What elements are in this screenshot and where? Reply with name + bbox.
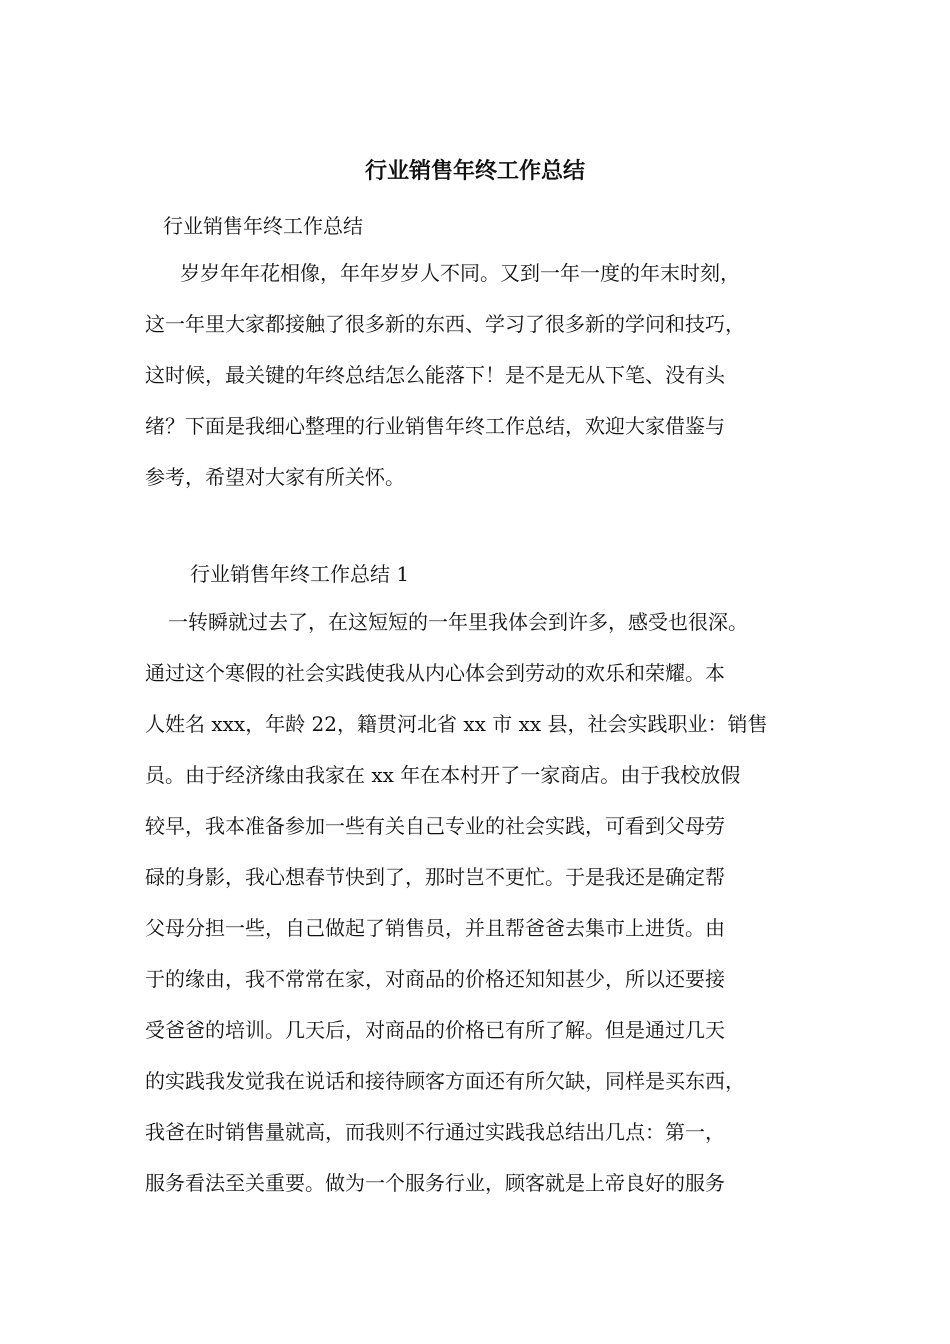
section-heading: 行业销售年终工作总结 1 <box>190 562 410 586</box>
body-line: 人姓名 xxx，年龄 22，籍贯河北省 xx 市 xx 县，社会实践职业：销售 <box>145 712 768 736</box>
intro-line: 这一年里大家都接触了很多新的东西、学习了很多新的学问和技巧， <box>145 312 745 336</box>
body-line: 的实践我发觉我在说话和接待顾客方面还有所欠缺，同样是买东西， <box>145 1069 745 1093</box>
document-subtitle: 行业销售年终工作总结 <box>163 214 363 238</box>
body-line: 员。由于经济缘由我家在 xx 年在本村开了一家商店。由于我校放假 <box>145 763 741 787</box>
document-title: 行业销售年终工作总结 <box>364 158 585 184</box>
body-line: 一转瞬就过去了，在这短短的一年里我体会到许多，感受也很深。 <box>168 610 748 634</box>
intro-line: 绪？下面是我细心整理的行业销售年终工作总结，欢迎大家借鉴与 <box>145 414 725 438</box>
body-line: 父母分担一些，自己做起了销售员，并且帮爸爸去集市上进货。由 <box>145 916 725 940</box>
body-line: 较早，我本准备参加一些有关自己专业的社会实践，可看到父母劳 <box>145 814 725 838</box>
body-line: 我爸在时销售量就高，而我则不行通过实践我总结出几点：第一， <box>145 1120 725 1144</box>
intro-line: 岁岁年年花相像，年年岁岁人不同。又到一年一度的年末时刻， <box>180 261 740 285</box>
intro-line: 这时候，最关键的年终总结怎么能落下！是不是无从下笔、没有头 <box>145 363 725 387</box>
body-line: 于的缘由，我不常常在家，对商品的价格还知知甚少，所以还要接 <box>145 967 725 991</box>
body-line: 服务看法至关重要。做为一个服务行业，顾客就是上帝良好的服务 <box>145 1171 725 1195</box>
body-line: 受爸爸的培训。几天后，对商品的价格已有所了解。但是通过几天 <box>145 1018 725 1042</box>
body-line: 碌的身影，我心想春节快到了，那时岂不更忙。于是我还是确定帮 <box>145 865 725 889</box>
body-line: 通过这个寒假的社会实践使我从内心体会到劳动的欢乐和荣耀。本 <box>145 661 725 685</box>
intro-line: 参考，希望对大家有所关怀。 <box>145 465 405 489</box>
